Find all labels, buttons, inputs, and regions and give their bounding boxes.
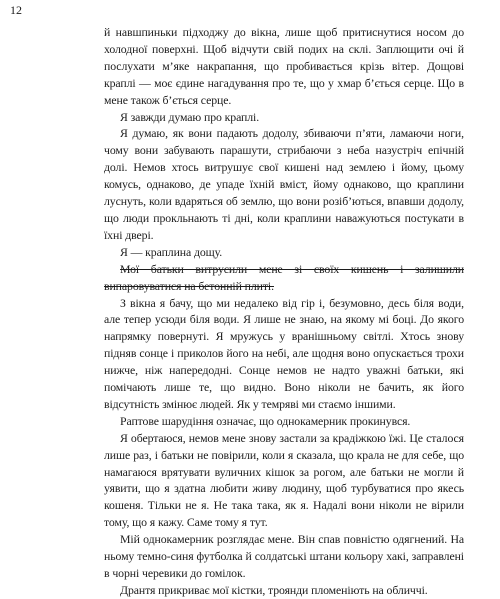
paragraph: Я обертаюся, немов мене знову застали за крадіжкою їжі. Це сталося лише раз, і батьки не повірили, коли я сказала, що крала не для себе, що намагаюся врятувати вуличних кішок за рогом, але батьки не могли й уявити, що я здатна любити живу людину, щоб турбуватися про якесь кошеня. Тільки не я. Не така така, як я. Надалі вони ніколи не вірили тому, що я кажу. Саме тому я тут. <box>104 430 464 530</box>
text-column <box>104 24 464 599</box>
paragraph: Я — краплина дощу. <box>120 244 223 259</box>
paragraph: Раптове шарудіння означає, що однокамерник прокинувся. <box>120 413 411 428</box>
paragraph: й навшпиньки підходжу до вікна, лише щоб притиснутися носом до холодної поверхні. Щоб відчути свій подих на склі. Заплющити очі й послухати м’яке накрапання, що пробивається крізь вітер. Дощові краплі — моє єдине нагадування про те, що у хмар б’ється серце. Що в мене також б’ється серце. <box>104 25 464 107</box>
paragraph: З вікна я бачу, що ми недалеко від гір і, безумовно, десь біля води, але тепер усюди біля води. Я лише не знаю, на якому мі боці. До якого напрямку повернуті. Я мружусь у вранішньому світлі. Хтось знову підняв сонце і приколов його на небі, але щодня воно опускається трохи нижче, ніж напередодні. Сонце немов не надто уважні батьки, які помічають лише те, що видно. Воно ніколи не бачить, як його відсутність змінює людей. Як у темряві ми стаємо іншими. <box>104 295 464 411</box>
paragraph: Я думаю, як вони падають додолу, збиваючи п’яти, ламаючи ноги, чому вони забувають парашути, стрибаючи з неба назустріч епічній долі. Немов хтось витрушує свої кишені над землею і йому, цьому комусь, однаково, де упаде їхній вміст, йому однаково, що краплини луснуть, коли вдаряться об землю, що вони розіб’ються, впавши додолу, що люди прокльнають ті дні, коли краплини наважуються постукати в їхні двері. <box>104 126 464 242</box>
paragraph: Я завжди думаю про краплі. <box>120 109 260 124</box>
paragraph: Дрантя прикриває мої кістки, троянди пломеніють на обличчі. <box>120 582 428 597</box>
strikethrough-paragraph: Мої батьки витрусили мене зі своїх кишень і залишили випаровуватися на бетонній плиті. <box>104 261 464 293</box>
paragraph: Мій однокамерник розглядає мене. Він спав повністю одягнений. На ньому темно-синя футболка й солдатські штани кольору хакі, заправлені в чорні черевики до гомілок. <box>104 532 464 580</box>
page-number: 12 <box>10 3 22 17</box>
